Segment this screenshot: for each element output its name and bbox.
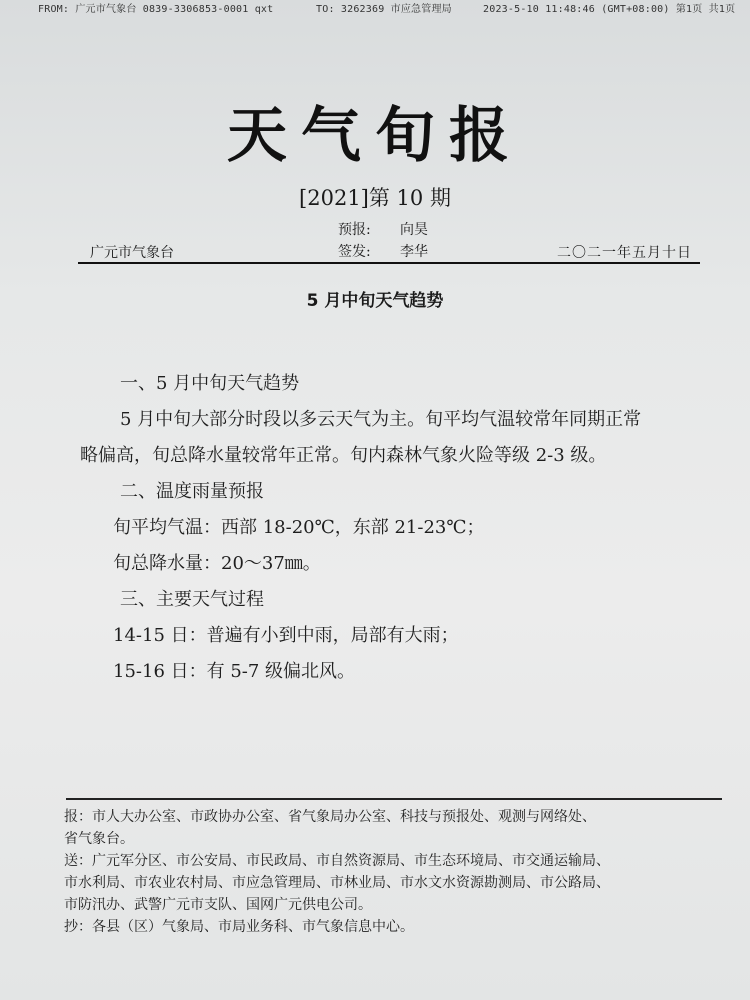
report-to-line1: 报：市人大办公室、市政协办公室、省气象局办公室、科技与预报处、观测与网络处、	[64, 809, 596, 825]
section1-para-line2: 略偏高，旬总降水量较常年正常。旬内森林气象火险等级 2-3 级。	[80, 445, 607, 466]
distribution-list	[64, 806, 729, 938]
forecaster-row	[338, 219, 428, 241]
section2-heading: 二、温度雨量预报	[120, 481, 264, 502]
issue-date: 二〇二一年五月十日	[557, 245, 692, 261]
process-item-2: 15-16 日：有 5-7 级偏北风。	[113, 661, 356, 682]
report-subtitle: 5 月中旬天气趋势	[306, 291, 444, 311]
forecaster-name: 向昊	[400, 222, 428, 238]
issue-number: [2021]第 10 期	[299, 186, 451, 210]
sign-block	[338, 219, 428, 263]
issuer-label: 签发:	[338, 244, 371, 260]
fax-timestamp: 2023-5-10 11:48:46 (GMT+08:00) 第1页 共1页	[483, 4, 736, 15]
fax-from: FROM: 广元市气象台 0839-3306853-0001 qxt	[38, 4, 274, 15]
issuing-organization: 广元市气象台	[90, 245, 174, 261]
report-to-line2: 省气象台。	[64, 831, 134, 847]
send-to-line1: 送：广元军分区、市公安局、市民政局、市自然资源局、市生态环境局、市交通运输局、	[64, 853, 610, 869]
section1-heading: 一、5 月中旬天气趋势	[120, 373, 300, 394]
process-item-1: 14-15 日：普遍有小到中雨，局部有大雨；	[113, 625, 459, 646]
forecaster-label: 预报:	[338, 222, 371, 238]
temperature-line: 旬平均气温：西部 18-20℃，东部 21-23℃；	[113, 517, 485, 538]
issuer-name: 李华	[400, 244, 428, 260]
document-title: 天气旬报	[227, 101, 523, 171]
issuer-row	[338, 241, 428, 263]
send-to-line2: 市水利局、市农业农村局、市应急管理局、市林业局、市水文水资源勘测局、市公路局、	[64, 875, 610, 891]
send-to-line3: 市防汛办、武警广元市支队、国网广元供电公司。	[64, 897, 372, 913]
rainfall-line: 旬总降水量：20～37㎜。	[113, 553, 321, 574]
fax-to: TO: 3262369 市应急管理局	[316, 4, 452, 15]
section3-heading: 三、主要天气过程	[120, 589, 264, 610]
cc-line: 抄：各县（区）气象局、市局业务科、市气象信息中心。	[64, 919, 414, 935]
header-divider	[78, 262, 700, 264]
section1-para-line1: 5 月中旬大部分时段以多云天气为主。旬平均气温较常年同期正常	[120, 409, 642, 430]
footer-divider	[66, 798, 722, 800]
report-body	[80, 366, 720, 690]
